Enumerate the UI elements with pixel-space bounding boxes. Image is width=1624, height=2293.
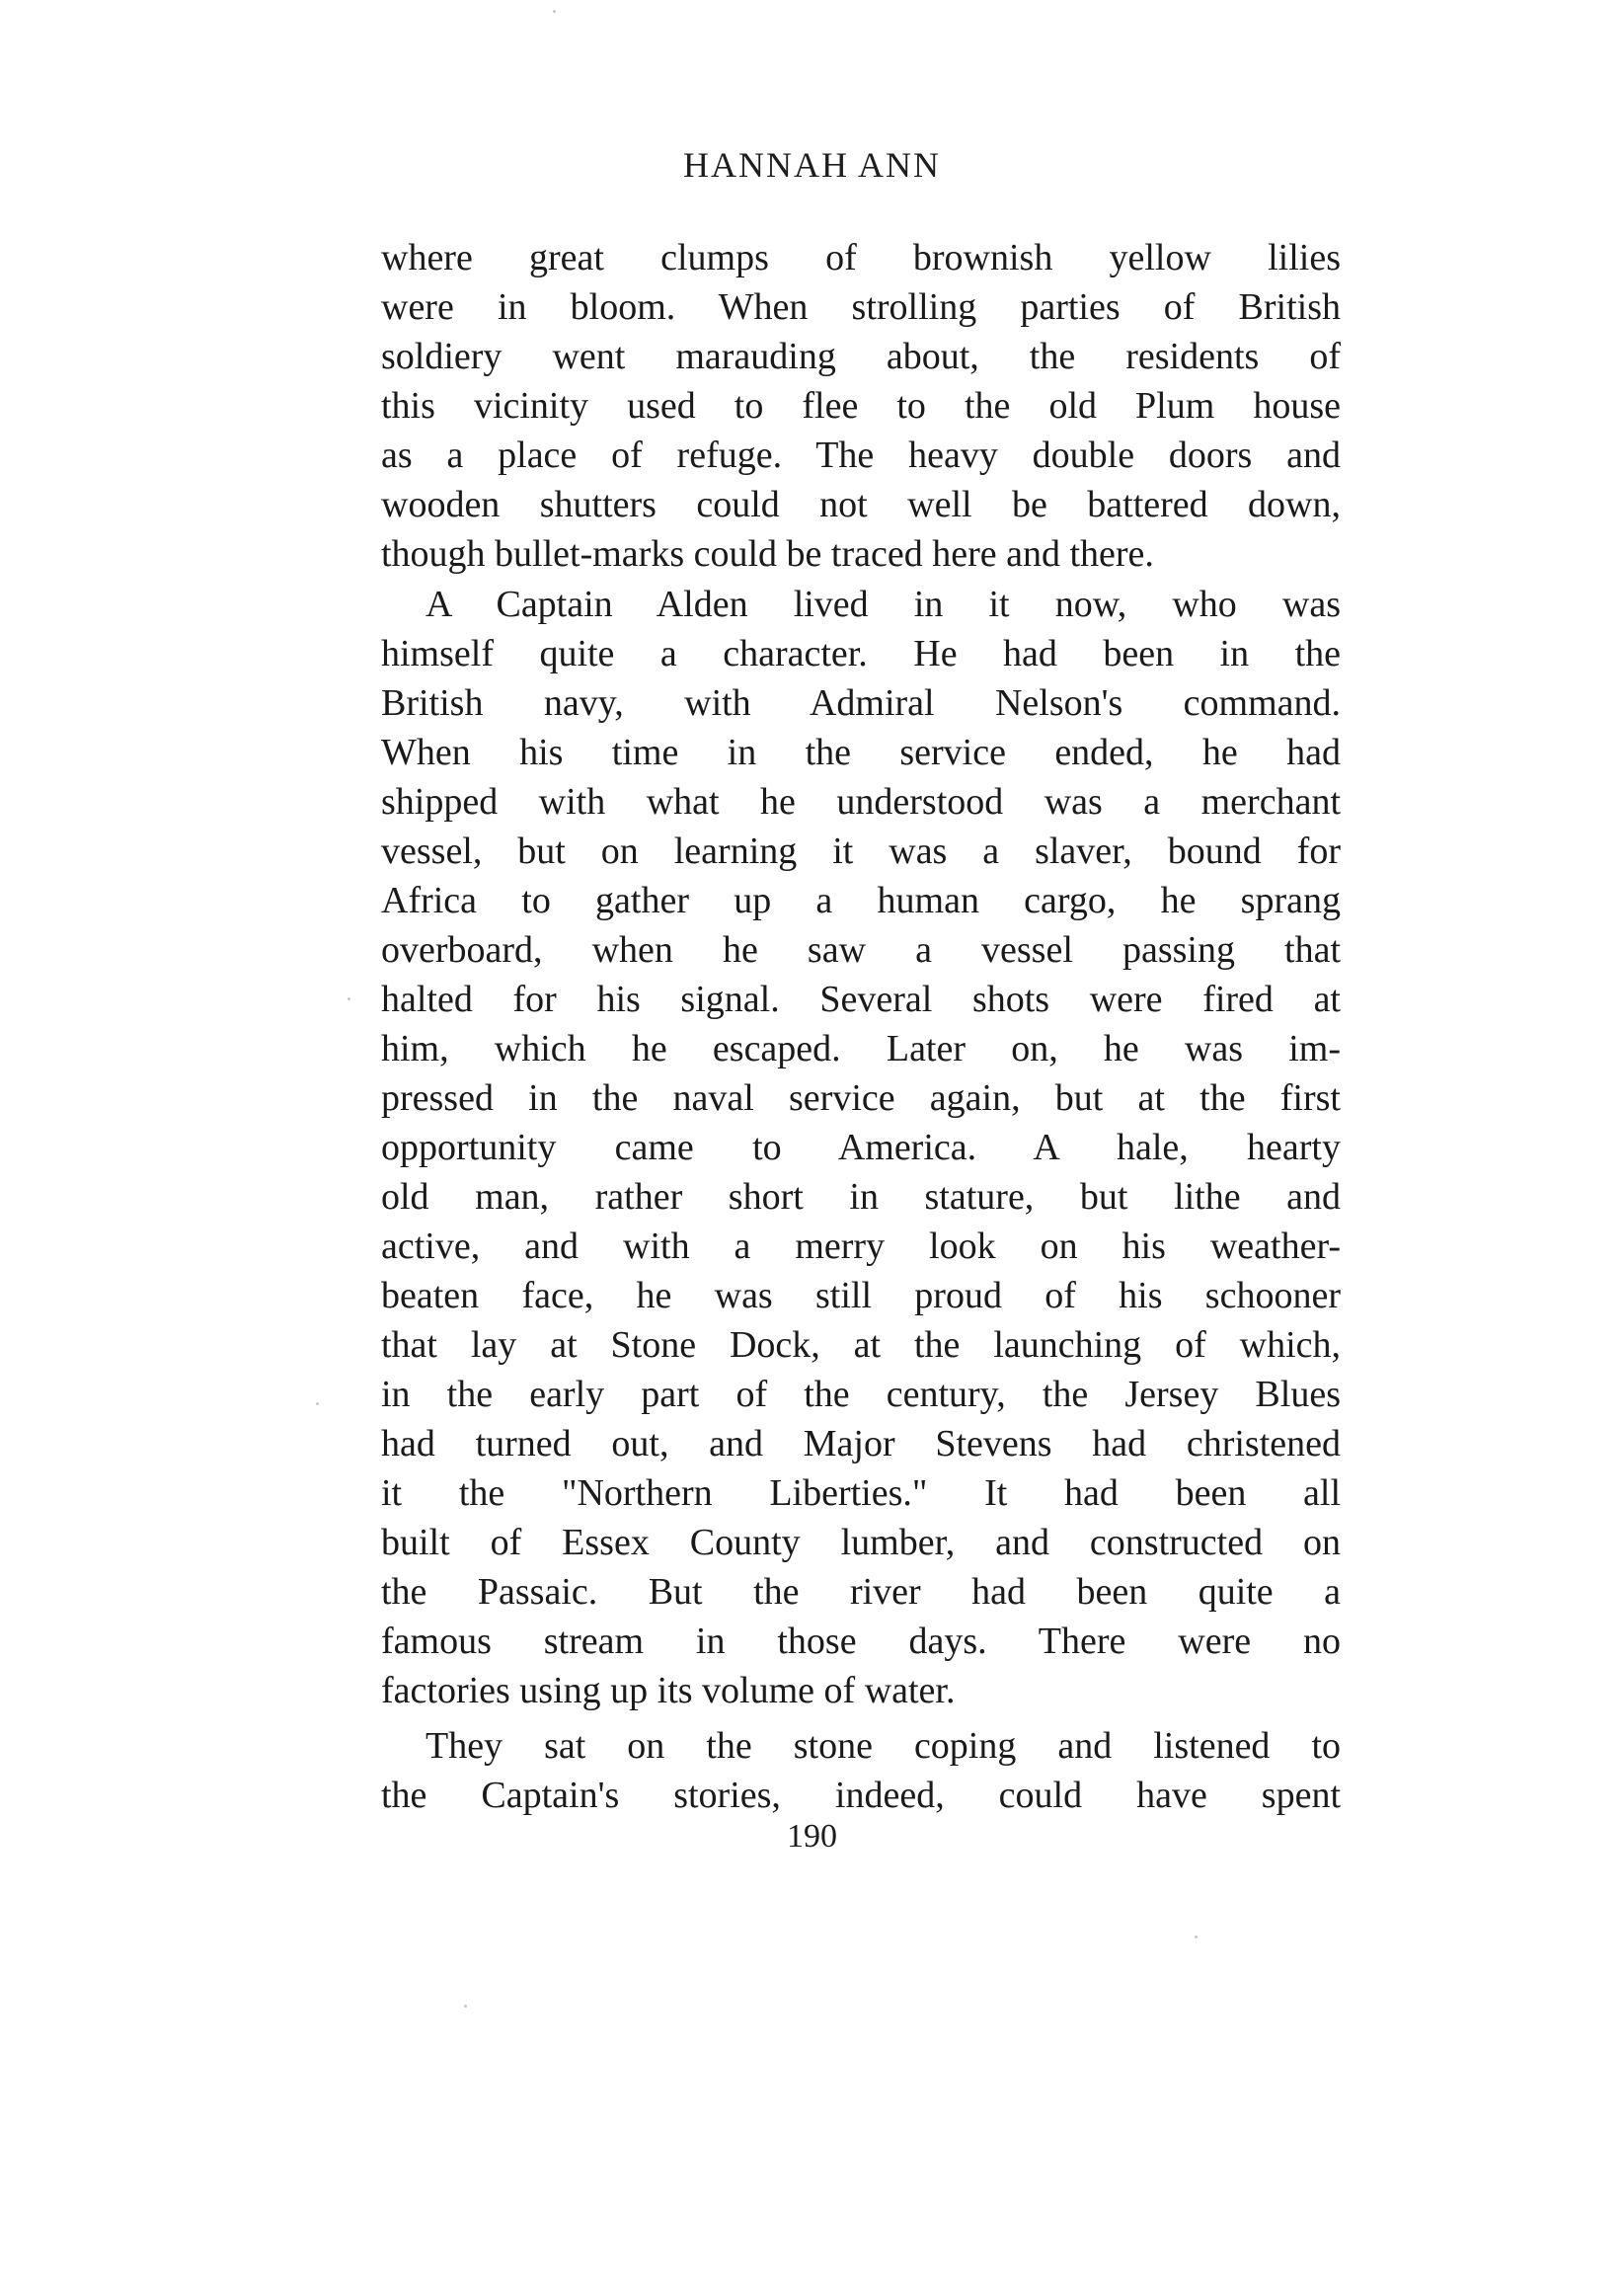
text-line: halted for his signal. Several shots were fired at <box>381 979 1341 1020</box>
text-line: old man, rather short in stature, but lithe and <box>381 1176 1341 1218</box>
text-line: soldiery went marauding about, the residents of <box>381 336 1341 377</box>
text-line: beaten face, he was still proud of his schooner <box>381 1275 1341 1316</box>
text-line: were in bloom. When strolling parties of British <box>381 286 1341 328</box>
text-line: that lay at Stone Dock, at the launching of which, <box>381 1324 1341 1366</box>
text-line: had turned out, and Major Stevens had christened <box>381 1423 1341 1464</box>
text-line: it the "Northern Liberties." It had been all <box>381 1472 1341 1514</box>
text-line: pressed in the naval service again, but at the first <box>381 1077 1341 1119</box>
text-line: in the early part of the century, the Jersey Blues <box>381 1374 1341 1415</box>
text-line: Africa to gather up a human cargo, he sprang <box>381 880 1341 921</box>
text-line: himself quite a character. He had been in the <box>381 633 1341 674</box>
paper-speck <box>1195 1936 1198 1938</box>
paragraph-1 <box>381 233 1341 579</box>
text-line: built of Essex County lumber, and constructed on <box>381 1522 1341 1563</box>
text-line: famous stream in those days. There were no <box>381 1621 1341 1662</box>
text-line: him, which he escaped. Later on, he was im- <box>381 1028 1341 1069</box>
text-line: vessel, but on learning it was a slaver, bound for <box>381 830 1341 872</box>
paragraph-3 <box>381 1721 1341 1820</box>
text-line: overboard, when he saw a vessel passing that <box>381 929 1341 971</box>
text-line: British navy, with Admiral Nelson's command. <box>381 682 1341 724</box>
text-line: factories using up its volume of water. <box>381 1670 956 1711</box>
running-head: HANNAH ANN <box>683 145 941 185</box>
paper-speck <box>316 1402 319 1405</box>
text-line: the Passaic. But the river had been quite a <box>381 1571 1341 1613</box>
text-line: the Captain's stories, indeed, could have spent <box>381 1775 1341 1816</box>
paper-speck <box>464 2005 467 2008</box>
text-line: They sat on the stone coping and listened to <box>425 1725 1341 1767</box>
paragraph-2 <box>381 580 1341 1715</box>
text-line: though bullet-marks could be traced here and there. <box>381 533 1154 575</box>
text-line: When his time in the service ended, he had <box>381 732 1341 773</box>
text-line: shipped with what he understood was a merchant <box>381 781 1341 823</box>
text-line: where great clumps of brownish yellow lilies <box>381 237 1341 278</box>
paper-speck <box>553 10 556 13</box>
text-line: this vicinity used to flee to the old Plum house <box>381 385 1341 427</box>
text-line: as a place of refuge. The heavy double doors and <box>381 435 1341 476</box>
paper-speck <box>348 997 350 1000</box>
text-line: wooden shutters could not well be battered down, <box>381 484 1341 525</box>
page-number: 190 <box>787 1818 837 1855</box>
text-line: A Captain Alden lived in it now, who was <box>425 584 1341 625</box>
text-line: opportunity came to America. A hale, hearty <box>381 1127 1341 1168</box>
text-line: active, and with a merry look on his weather- <box>381 1226 1341 1267</box>
